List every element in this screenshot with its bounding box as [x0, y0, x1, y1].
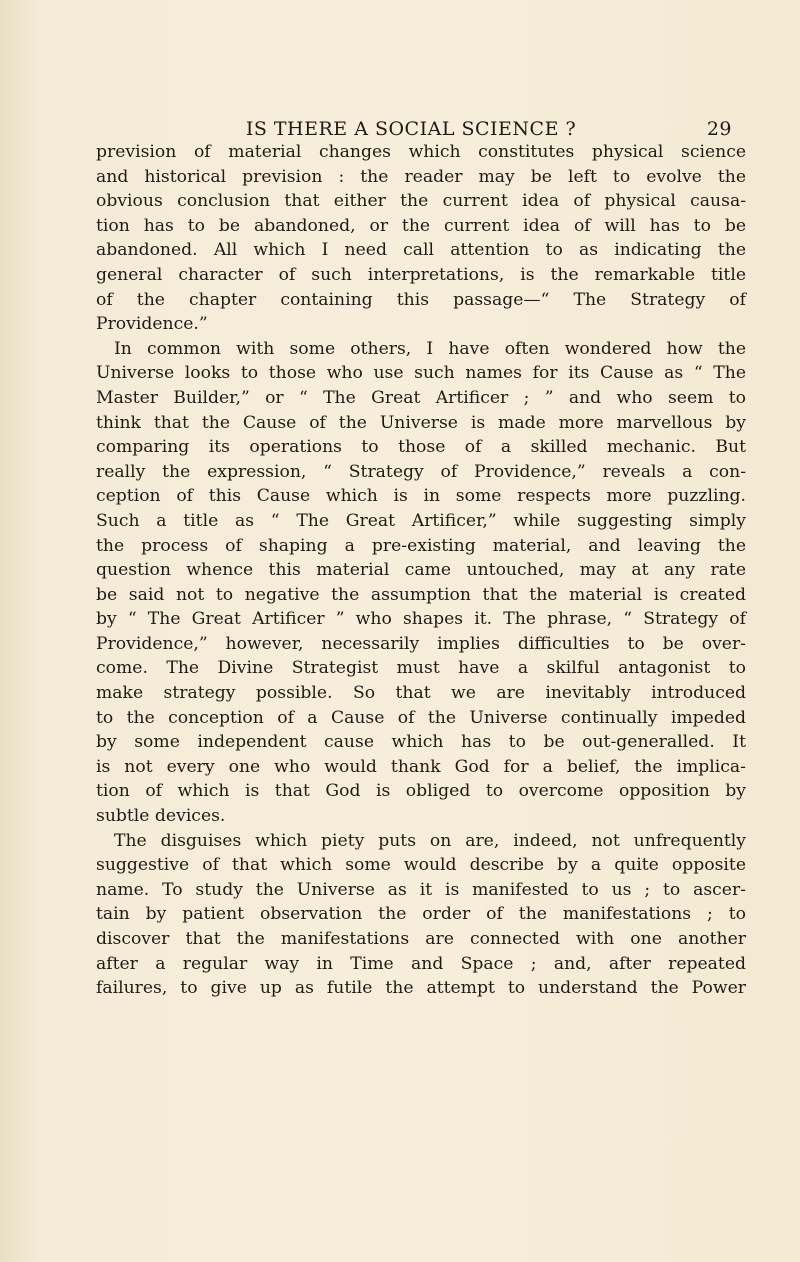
text-line: of the chapter containing this passage—“ The Strategy of: [96, 289, 746, 310]
text-line: general character of such interpretations, is the remarkable title: [96, 264, 746, 285]
paragraph: [96, 337, 746, 829]
text-line: to the conception of a Cause of the Universe continually impeded: [96, 707, 746, 728]
text-line: tion has to be abandoned, or the current idea of will has to be: [96, 215, 746, 236]
text-line: question whence this material came untouched, may at any rate: [96, 560, 746, 581]
text-line: make strategy possible. So that we are inevitably introduced: [96, 683, 746, 704]
text-line: subtle devices.: [96, 806, 226, 827]
text-line: come. The Divine Strategist must have a skilful antagonist to: [96, 658, 746, 679]
text-line: In common with some others, I have often wondered how the: [114, 338, 746, 359]
text-line: Providence,” however, necessarily implies difficulties to be over-: [96, 633, 746, 654]
text-line: be said not to negative the assumption that the material is created: [96, 584, 746, 605]
text-line: obvious conclusion that either the current idea of physical causa-: [96, 191, 746, 212]
text-line: comparing its operations to those of a skilled mechanic. But: [96, 437, 746, 458]
paragraph: [96, 829, 746, 1001]
text-line: Such a title as “ The Great Artificer,” while suggesting simply: [96, 510, 746, 531]
text-line: ception of this Cause which is in some respects more puzzling.: [96, 486, 746, 507]
text-line: and historical prevision : the reader may be left to evolve the: [96, 166, 746, 187]
text-line: name. To study the Universe as it is manifested to us ; to ascer-: [96, 879, 746, 900]
text-line: abandoned. All which I need call attention to as indicating the: [96, 240, 746, 261]
text-line: suggestive of that which some would describe by a quite opposite: [96, 855, 746, 876]
text-line: tain by patient observation the order of the manifestations ; to: [96, 904, 746, 925]
body-text: [96, 140, 746, 1001]
text-line: tion of which is that God is obliged to overcome opposition by: [96, 781, 746, 802]
text-line: by some independent cause which has to be out-generalled. It: [96, 732, 746, 753]
text-line: after a regular way in Time and Space ; and, after repeated: [96, 953, 746, 974]
text-line: Providence.”: [96, 314, 208, 335]
page-number: 29: [706, 118, 732, 140]
text-line: is not every one who would thank God for a belief, the implica-: [96, 756, 746, 777]
text-line: prevision of material changes which constitutes physical science: [96, 142, 746, 162]
text-line: failures, to give up as futile the attempt to understand the Power: [96, 978, 746, 999]
text-line: Master Builder,” or “ The Great Artificer ; ” and who seem to: [96, 387, 746, 408]
text-line: really the expression, “ Strategy of Providence,” reveals a con-: [96, 461, 746, 482]
text-line: The disguises which piety puts on are, indeed, not unfrequently: [114, 830, 746, 851]
text-line: think that the Cause of the Universe is made more marvellous by: [96, 412, 746, 433]
text-line: Universe looks to those who use such names for its Cause as “ The: [96, 363, 746, 384]
text-line: by “ The Great Artificer ” who shapes it. The phrase, “ Strategy of: [96, 609, 746, 630]
paragraph: [96, 140, 746, 337]
running-head: IS THERE A SOCIAL SCIENCE ?: [245, 118, 577, 140]
text-line: the process of shaping a pre-existing material, and leaving the: [96, 535, 746, 556]
text-line: discover that the manifestations are connected with one another: [96, 929, 746, 949]
